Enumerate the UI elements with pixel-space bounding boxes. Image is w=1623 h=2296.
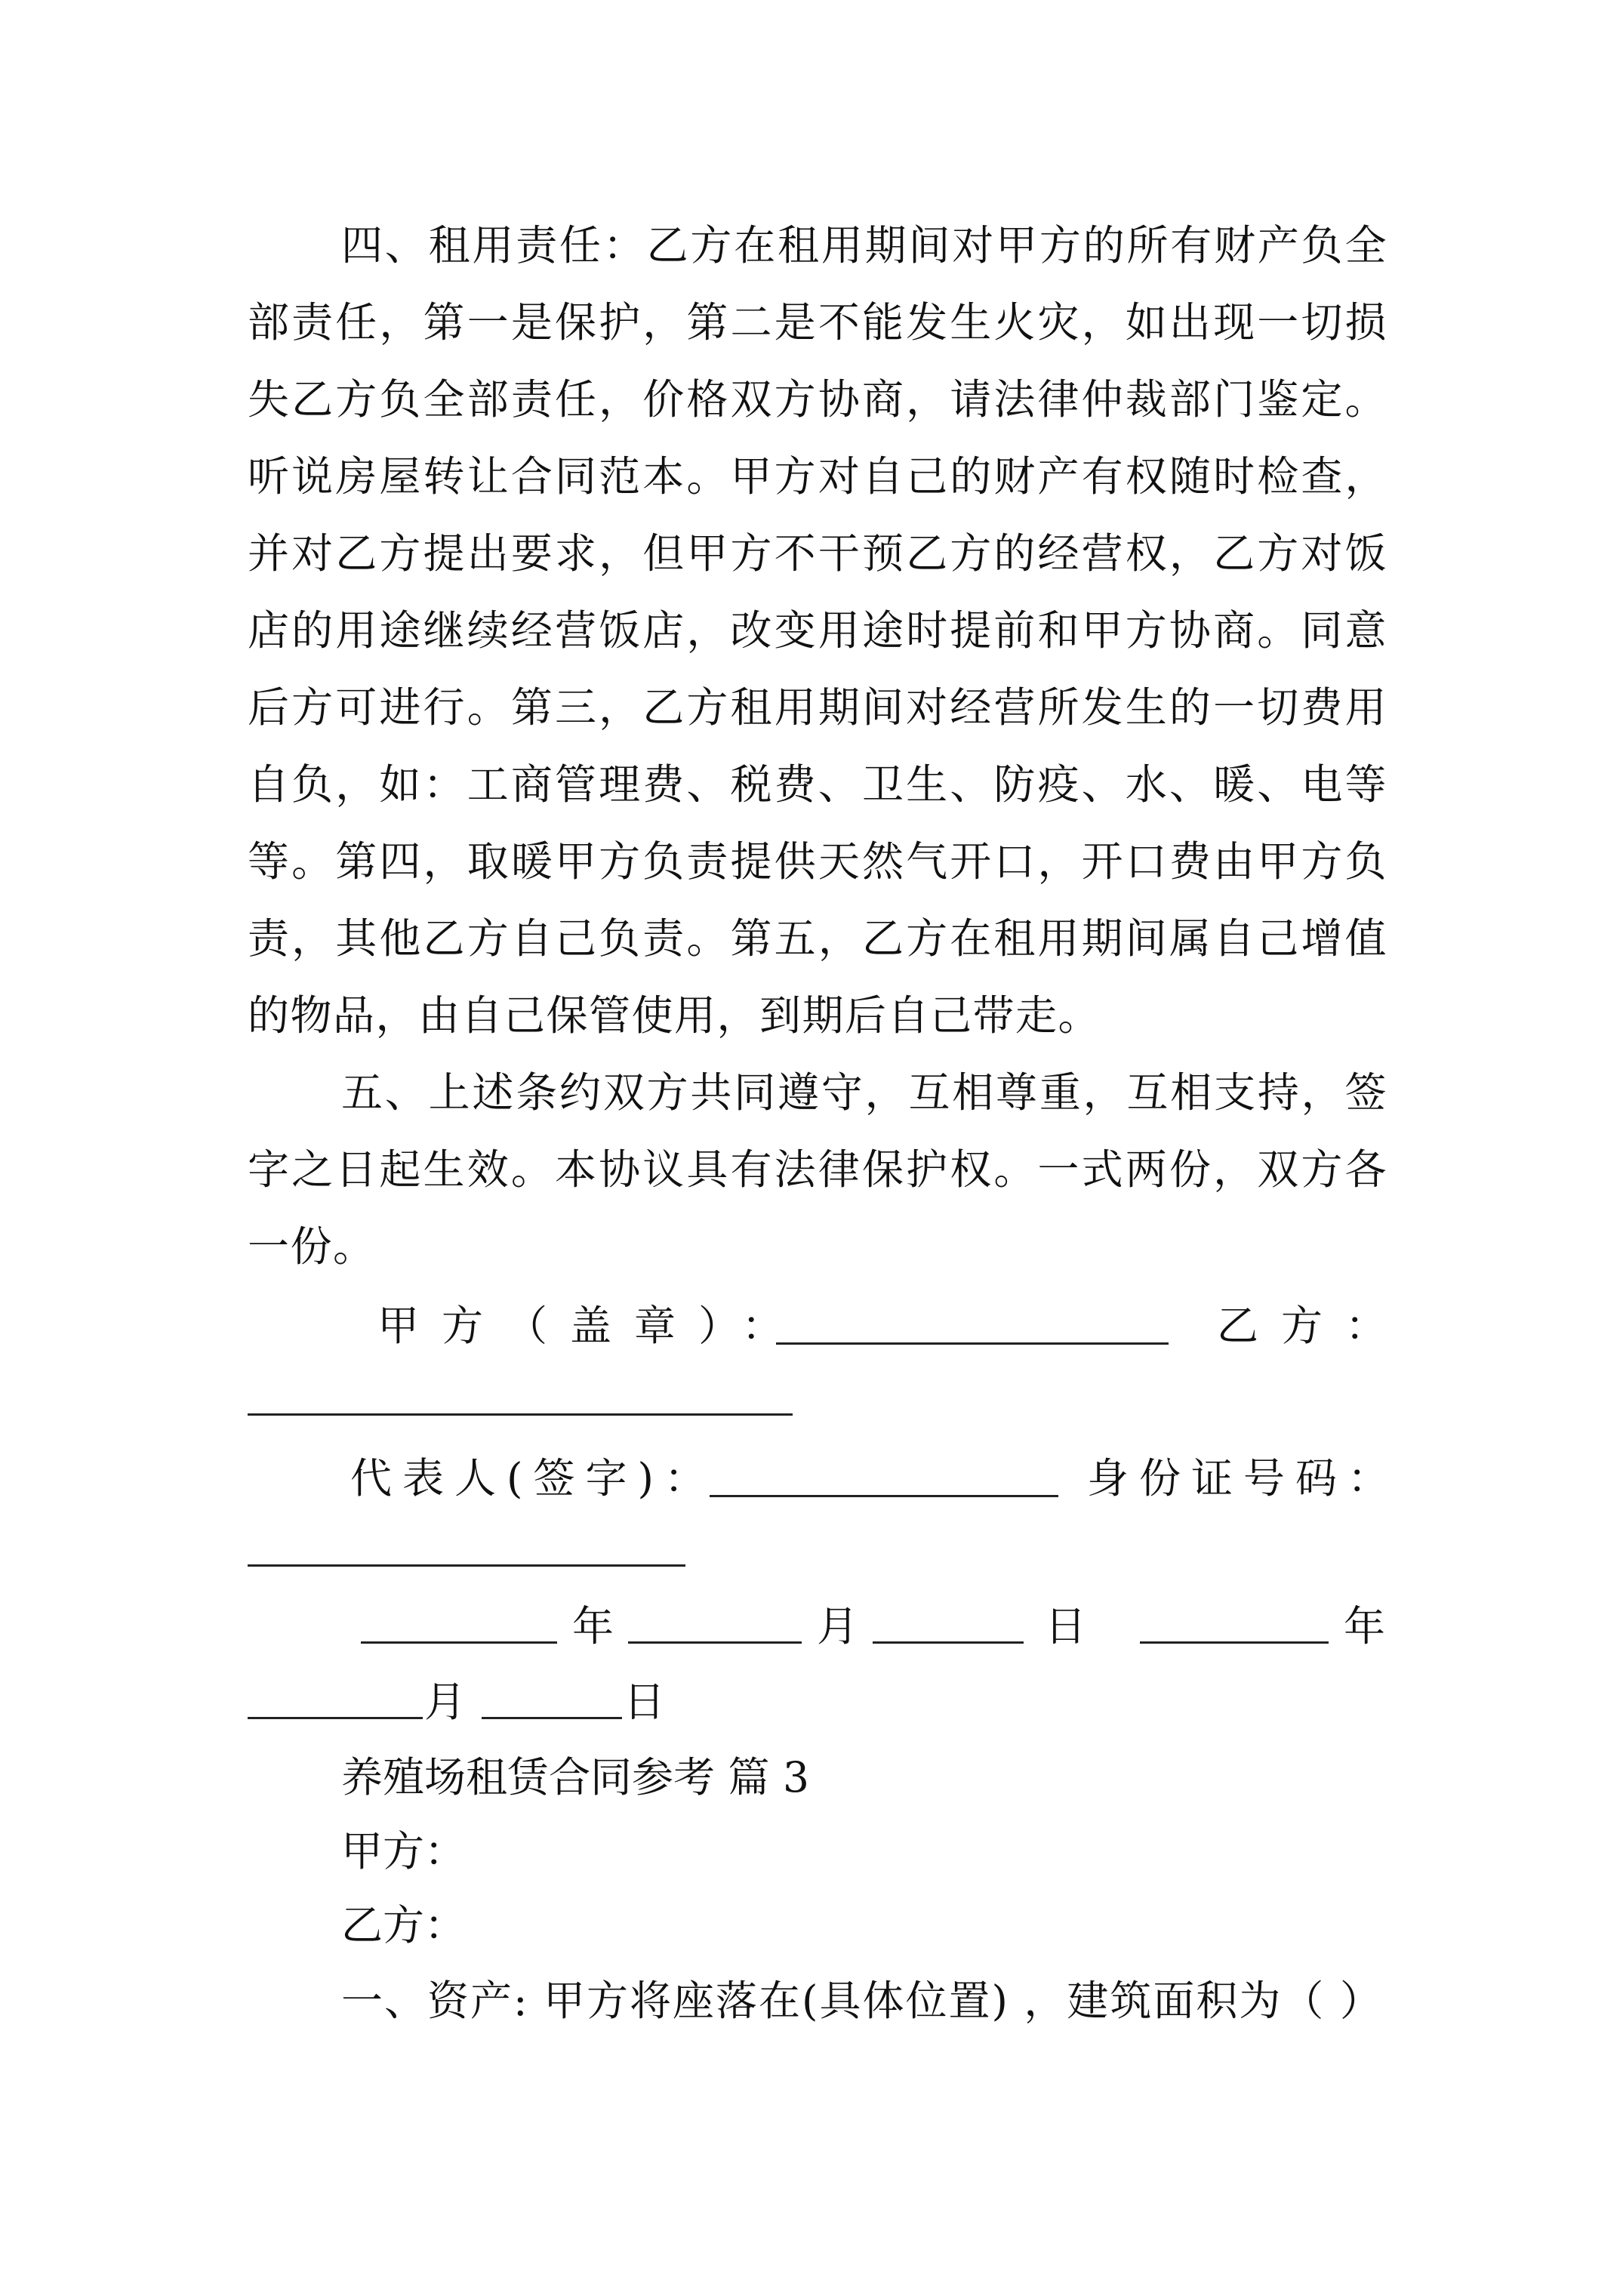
date-a-month-line: [628, 1641, 802, 1644]
section-3-clause-1: 一、资产: 甲方将座落在(具体位置) ，建筑面积为（ ）: [341, 1977, 1383, 2025]
date-a-month-label: 月: [817, 1602, 859, 1650]
representative-row: [350, 1448, 716, 1509]
party-a-seal-label: 甲方（盖章）：: [377, 1302, 806, 1350]
section-3-party-b: 乙方：: [341, 1901, 467, 1949]
date-b-year-label: 年: [1344, 1602, 1386, 1650]
contract-body: [248, 207, 1387, 1285]
party-a-signature-line: [776, 1342, 1169, 1345]
section-3-title: 养殖场租赁合同参考 篇 3: [341, 1753, 809, 1801]
clause-5-paragraph: 五、上述条约双方共同遵守，互相尊重，互相支持，签字之日起生效。本协议具有法律保护权。一式两份，双方各一份。: [248, 1068, 1387, 1271]
date-b-day-line: [482, 1717, 622, 1719]
clause-4-paragraph: 四、租用责任：乙方在租用期间对甲方的所有财产负全部责任，第一是保护，第二是不能发生火灾，如出现一切损失乙方负全部责任，价格双方协商，请法律仲裁部门鉴定。听说房屋转让合同范本。甲方对自己的财产有权随时检查，并对乙方提出要求，但甲方不干预乙方的经营权，乙方对饭店的用途继续经营饭店，改变用途时提前和甲方协商。同意后方可进行。第三，乙方租用期间对经营所发生的一切费用自负，如：工商管理费、税费、卫生、防疫、水、暖、电等等。第四，取暖甲方负责提供天然气开口，开口费由甲方负责，其他乙方自己负责。第五，乙方在租用期间属自己增值的物品，由自己保管使用，到期后自己带走。: [248, 221, 1387, 1040]
date-b-month-line: [248, 1717, 423, 1719]
date-a-year-line: [361, 1641, 557, 1644]
party-b-signature-line: [248, 1413, 793, 1416]
date-b-year-line: [1140, 1641, 1329, 1644]
id-number-label: 身份证号码：: [1087, 1454, 1400, 1502]
id-number-line: [248, 1564, 685, 1567]
party-b-label: 乙方：: [1217, 1302, 1410, 1350]
representative-signature-line: [710, 1495, 1058, 1497]
date-b-day-label: 日: [624, 1678, 666, 1726]
party-b-row: [1217, 1296, 1409, 1356]
date-a-day-line: [873, 1641, 1024, 1644]
date-b-month-label: 月: [424, 1678, 467, 1726]
representative-label: 代表人(签字)：: [350, 1454, 716, 1502]
section-3-party-a: 甲方：: [341, 1827, 467, 1875]
id-number-row: [1087, 1448, 1400, 1509]
date-a-year-label: 年: [572, 1602, 614, 1650]
party-a-seal-row: [377, 1296, 806, 1356]
date-a-day-label: 日: [1045, 1602, 1087, 1650]
